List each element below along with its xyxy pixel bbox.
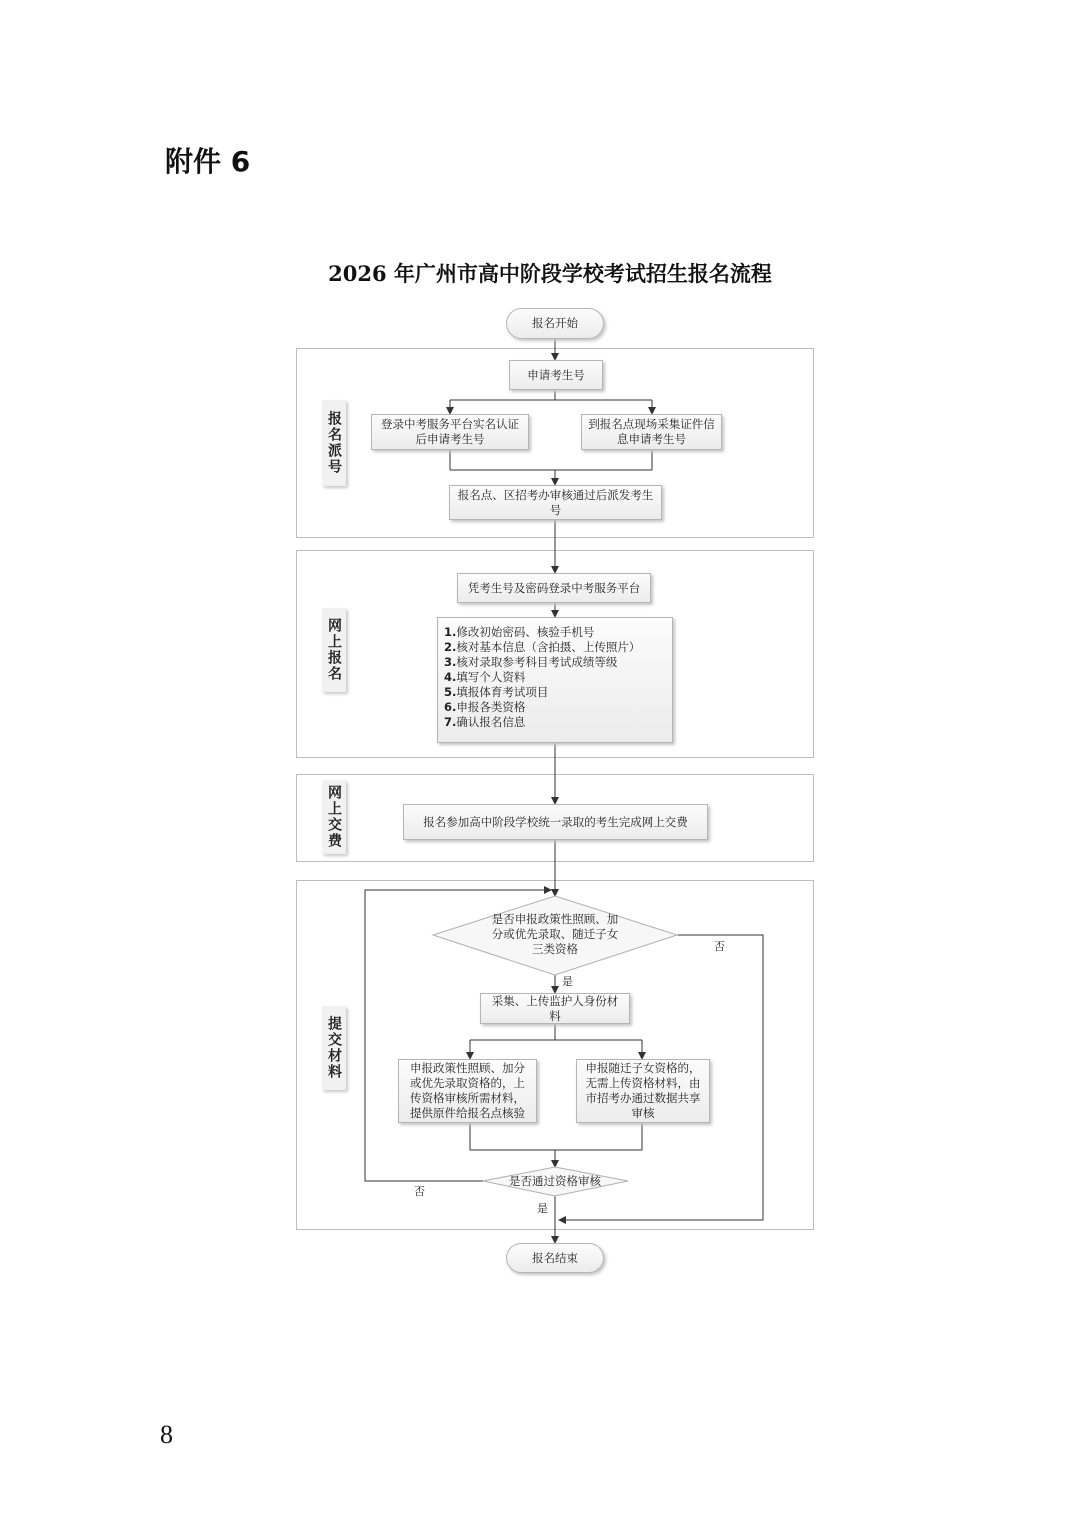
issue-number-text: 报名点、区招考办审核通过后派发考生号	[457, 487, 654, 517]
step-item: 4.填写个人资料	[444, 670, 526, 684]
apply-number-text: 申请考生号	[527, 367, 585, 382]
section-label-online-registration: 网上报名	[322, 608, 346, 692]
qualification-decision-text: 是否申报政策性照顾、加分或优先录取、随迁子女三类资格	[491, 912, 619, 956]
policy-qualification-text: 申报政策性照顾、加分或优先录取资格的，上传资格审核所需材料，提供原件给报名点核验	[410, 1061, 525, 1120]
step-item: 3.核对录取参考科目考试成绩等级	[444, 655, 618, 669]
page-number: 8	[160, 1420, 173, 1449]
decision1-yes-label: 是	[562, 975, 573, 988]
login-platform-text: 凭考生号及密码登录中考服务平台	[467, 580, 641, 595]
step-item: 5.填报体育考试项目	[444, 685, 549, 699]
end-terminal	[506, 1243, 604, 1273]
online-auth-text: 登录中考服务平台实名认证后申请考生号	[381, 417, 519, 446]
registration-steps-box	[437, 617, 673, 743]
attachment-label: 附件 6	[165, 145, 251, 178]
migrant-children-text: 申报随迁子女资格的，无需上传资格材料，由市招考办通过数据共享审核	[585, 1061, 701, 1120]
policy-qualification-box	[398, 1059, 537, 1123]
apply-number-box	[509, 360, 603, 390]
end-label: 报名结束	[532, 1250, 578, 1265]
step-item: 2.核对基本信息（含拍摄、上传照片）	[444, 640, 641, 654]
section-label-submit-materials: 提交材料	[322, 1006, 346, 1090]
step-item: 1.修改初始密码、核验手机号	[444, 625, 595, 639]
start-label: 报名开始	[532, 316, 578, 330]
review-decision-text: 是否通过资格审核	[509, 1174, 601, 1188]
start-terminal	[506, 308, 604, 339]
issue-number-box	[449, 485, 662, 520]
decision1-no-label: 否	[714, 940, 725, 953]
collect-guardian-text: 采集、上传监护人身份材料	[491, 993, 619, 1023]
flowchart-title: 2026 年广州市高中阶段学校考试招生报名流程	[328, 261, 772, 286]
online-payment-text: 报名参加高中阶段学校统一录取的考生完成网上交费	[423, 814, 688, 829]
online-auth-box	[371, 414, 529, 450]
online-payment-box	[403, 804, 708, 840]
step-item: 6.申报各类资格	[444, 700, 526, 714]
section-label-registration-number: 报名派号	[322, 400, 346, 486]
decision2-yes-label: 是	[537, 1202, 548, 1215]
onsite-collect-box	[581, 414, 722, 450]
decision2-no-label: 否	[414, 1185, 425, 1198]
migrant-children-box	[576, 1059, 710, 1123]
login-platform-box	[457, 573, 651, 603]
collect-guardian-box	[480, 993, 630, 1024]
step-item: 7.确认报名信息	[444, 715, 526, 729]
onsite-collect-text: 到报名点现场采集证件信息申请考生号	[588, 417, 715, 446]
section-label-online-payment: 网上交费	[322, 780, 346, 854]
